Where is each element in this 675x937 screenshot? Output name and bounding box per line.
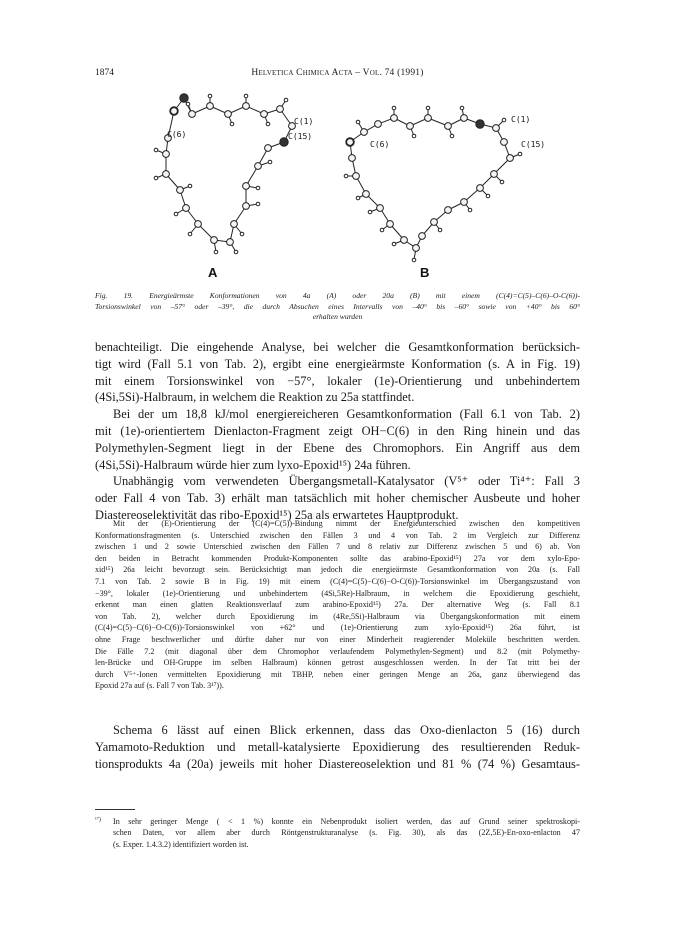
body-text-1 (95, 339, 580, 524)
small-line: Die Fälle 7.2 (mit diagonal über dem Chromophor verlaufendem Polymethylen-Segment) und 8.2 (mit Polymethy- (95, 646, 580, 656)
structure-b-hydrogen-atom (356, 196, 360, 200)
structure-b (344, 106, 522, 262)
label-b-c1: C(1) (511, 115, 531, 124)
label-a-c6: C(6) (167, 130, 187, 139)
structure-b-hydrogen-atom (502, 118, 506, 122)
caption-line-2: Torsionswinkel von –57° oder –39°, die durch Absuchen eines Intervalls von –40° bis –60° sowie von +40° bis 60° (95, 301, 580, 311)
small-line: −39°, lokaler (1e)-Orientierung und unbehindertem (4Si,5Re)-Halbraum, in welchem die Epoxidierung geschieht, (95, 588, 580, 598)
molecular-structures-drawing (118, 84, 588, 284)
small-line: Epoxid 27a auf (s. Fall 7 von Tab. 3¹⁷)). (95, 681, 224, 691)
body-line: (4Si,5Si)-Halbraum würde hier zum lyxo-Epoxid¹⁵) 24a führen. (95, 457, 411, 472)
structure-b-carbon-atom (491, 171, 498, 178)
structure-a-hydrogen-atom (268, 160, 272, 164)
structure-b-hydrogen-atom (392, 106, 396, 110)
structure-b-carbon-atom (461, 199, 468, 206)
structure-b-carbon-atom (391, 115, 398, 122)
structure-a-hydrogen-atom (188, 184, 192, 188)
structure-a-carbon-atom (177, 187, 184, 194)
body-line: mit einem Torsionswinkel von −57°, lokaler (1e)-Orientierung und unbehindertem (95, 373, 580, 388)
structure-b-hydrogen-atom (380, 228, 384, 232)
label-a-c15: C(15) (288, 132, 313, 141)
small-line: zwischen 1 und 2 sowie Unterschied zwischen den Fällen 7 und 8 relativ zur Differenz zwischen 5 und 6) ab. Von (95, 542, 580, 552)
structure-a-hydrogen-atom (188, 232, 192, 236)
body-line: Diastereoselektivität das ribo-Epoxid¹⁵) 25a als erwartetes Hauptprodukt. (95, 507, 459, 522)
small-line: durch V⁵⁺-Ionen vermittelten Epoxidierung mit TBHP, neben einer geringen Menge an 26a, ganz überwiegend das (95, 669, 580, 679)
footnote-mark: ¹⁷) (95, 817, 101, 823)
structure-b-hydrogen-atom (344, 174, 348, 178)
structure-a-hydrogen-atom (266, 122, 270, 126)
structure-b-carbon-atom (445, 123, 452, 130)
body-line: mit (1e)-orientiertem Dienlacton-Fragment zeigt OH−C(6) in den Ring hinein und das (95, 423, 580, 438)
structure-a-hydrogen-atom (186, 102, 190, 106)
structure-b-hydrogen-atom (486, 194, 490, 198)
structure-b-hydrogen-atom (500, 180, 504, 184)
structure-b-hydrogen-atom (450, 134, 454, 138)
structure-a-carbon-atom (243, 103, 250, 110)
structure-a-oxygen-atom (280, 138, 288, 146)
footnote-rule (95, 809, 135, 810)
structure-b-carbon-atom (431, 219, 438, 226)
structure-b-carbon-atom (347, 139, 354, 146)
body-line: benachteiligt. Die eingehende Analyse, bei welcher die Gesamtkonformation berücksich- (95, 340, 580, 354)
structure-b-hydrogen-atom (412, 258, 416, 262)
structure-a-hydrogen-atom (154, 176, 158, 180)
structure-a-oxygen-atom (180, 94, 188, 102)
page-number: 1874 (95, 68, 114, 78)
structure-b-hydrogen-atom (468, 208, 472, 212)
structure-b-carbon-atom (413, 245, 420, 252)
structure-b-carbon-atom (477, 185, 484, 192)
structure-a-carbon-atom (189, 111, 196, 118)
structure-a (154, 94, 295, 254)
body-line: Schema 6 lässt auf einen Blick erkennen, dass das Oxo-dienlacton 5 (16) durch (113, 723, 580, 737)
structure-b-carbon-atom (493, 125, 500, 132)
structure-b-oxygen-atom (476, 120, 484, 128)
structure-a-carbon-atom (231, 221, 238, 228)
structure-b-carbon-atom (387, 221, 394, 228)
label-b-c15: C(15) (521, 140, 546, 149)
body-line: tigt wird (Fall 5.1 von Tab. 2), ergibt eine energieärmste Konformation (s. A in Fig. 19) (95, 356, 580, 371)
small-line: Konformationsfragmenten (s. Unterschied zwischen den Fällen 3 und 4 von Tab. 2 im Vergleich zur Differenz (95, 530, 580, 540)
caption-line-1: Fig. 19. Energieärmste Konformationen von 4a (A) oder 20a (B) mit einem (C(4)=C(5)–C(6)–O-C(6))- (95, 291, 580, 300)
running-head (95, 68, 580, 82)
small-line: ohne Frage beschwerlicher und dürfte daher nur von einer Minderheit reagierender Moleküle beschritten werden. (95, 634, 580, 644)
body-line: Polymethylen-Segment liegt in der Ebene des Chromophors. Ein Angriff aus dem (95, 440, 580, 455)
structure-b-carbon-atom (419, 233, 426, 240)
body-line: Bei der um 18,8 kJ/mol energiereicheren Gesamtkonformation (Fall 6.1 von Tab. 2) (113, 407, 580, 422)
body-line: Yamamoto-Reduktion und metall-katalysierte Epoxidierung des resultierenden Reduk- (95, 739, 580, 754)
footnote-17 (95, 815, 580, 850)
body-line: oder Fall 4 von Tab. 3) erhält man tatsächlich mit hoher chemischer Ausbeute und hoher (95, 491, 580, 506)
structure-a-hydrogen-atom (234, 250, 238, 254)
structure-a-hydrogen-atom (240, 232, 244, 236)
structure-b-hydrogen-atom (412, 134, 416, 138)
structure-b-hydrogen-atom (368, 210, 372, 214)
journal-title: Helvetica Chimica Acta – Vol. 74 (1991) (251, 68, 424, 78)
structure-b-hydrogen-atom (460, 106, 464, 110)
structure-a-carbon-atom (265, 145, 272, 152)
figure-19 (118, 84, 588, 284)
panel-label-a: A (208, 265, 218, 280)
structure-a-hydrogen-atom (256, 186, 260, 190)
small-print-paragraph (95, 518, 580, 692)
structure-b-carbon-atom (361, 129, 368, 136)
structure-b-carbon-atom (425, 115, 432, 122)
label-a-c1: C(1) (294, 117, 314, 126)
panel-label-b: B (420, 265, 430, 280)
structure-b-carbon-atom (377, 205, 384, 212)
structure-a-carbon-atom (227, 239, 234, 246)
caption-line-3: erhalten wurden (312, 312, 363, 321)
small-line: erkennt man einen glatten Reaktionsverlauf zum arabino-Epoxid¹⁵) 27a. Der alternative Weg (s. Fall 8.1 (95, 600, 580, 610)
structure-b-carbon-atom (407, 123, 414, 130)
structure-b-carbon-atom (507, 155, 514, 162)
structure-a-carbon-atom (277, 106, 284, 113)
structure-a-carbon-atom (211, 237, 218, 244)
structure-b-carbon-atom (363, 191, 370, 198)
structure-a-carbon-atom (255, 163, 262, 170)
structure-a-hydrogen-atom (256, 202, 260, 206)
structure-a-hydrogen-atom (230, 122, 234, 126)
structure-a-hydrogen-atom (174, 212, 178, 216)
structure-a-carbon-atom (163, 171, 170, 178)
structure-b-hydrogen-atom (438, 228, 442, 232)
structure-b-carbon-atom (501, 139, 508, 146)
small-line: (C(4)=C(5)−C(6)−O-C(6))-Torsionswinkel von +62° und (1e)-Orientierung zum xylo-Epoxid¹⁵) 26a führt, ist (95, 623, 580, 633)
structure-a-carbon-atom (225, 111, 232, 118)
small-line: 7.1 von Tab. 2 sowie B in Fig. 19) mit einem (C(4)=C(5)−C(6)−O-C(6))-Torsionswinkel im Übergangszustand von (95, 576, 580, 586)
structure-b-carbon-atom (401, 237, 408, 244)
structure-b-carbon-atom (349, 155, 356, 162)
structure-b-carbon-atom (353, 173, 360, 180)
structure-a-carbon-atom (163, 151, 170, 158)
structure-a-hydrogen-atom (214, 250, 218, 254)
structure-b-hydrogen-atom (518, 152, 522, 156)
structure-a-hydrogen-atom (154, 148, 158, 152)
small-line: xid¹⁵) 26a leicht bevorzugt sein. Berücksichtigt man jedoch die energieärmste Gesamtkonformation von 20a (s. Fall (95, 565, 580, 575)
structure-a-carbon-atom (243, 203, 250, 210)
structure-a-carbon-atom (207, 103, 214, 110)
small-line: den beiden in Betracht kommenden Produkt-Komponenten sollte das arabino-Epoxid¹⁵) 27a vor dem xylo-Epo- (95, 553, 580, 563)
small-line: Mit der (E)-Orientierung der (C(4)=C(5))-Bindung nimmt der Energieunterschied zwischen den kompetitiven (113, 519, 580, 528)
structure-a-carbon-atom (183, 205, 190, 212)
structure-a-hydrogen-atom (208, 94, 212, 98)
footnote-line-1 (95, 815, 580, 827)
label-b-c6: C(6) (370, 140, 390, 149)
footnote-line-3: (s. Exper. 1.4.3.2) identifiziert worden ist. (113, 839, 249, 849)
structure-b-hydrogen-atom (426, 106, 430, 110)
body-line: (4Si,5Si)-Halbraum, in welchem die Reaktion zu 25a stattfindet. (95, 390, 415, 405)
body-text-2 (95, 722, 580, 772)
structure-b-carbon-atom (461, 115, 468, 122)
footnote-text: In sehr geringer Menge ( < 1 %) konnte ein Nebenprodukt isoliert werden, das auf Grund seiner spektroskopi- (113, 817, 580, 826)
footnote-line-2: schen Daten, vor allem aber durch Röntgenstrukturanalyse (s. Fig. 30), als das (2Z,5E)-En-oxo-enlacton 47 (113, 828, 580, 838)
small-line: von Tab. 2), welcher durch Epoxidierung im (4Re,5Si)-Halbraum via Übergangskonformation mit einem (95, 611, 580, 621)
structure-a-hydrogen-atom (284, 98, 288, 102)
structure-a-carbon-atom (243, 183, 250, 190)
structure-b-hydrogen-atom (356, 120, 360, 124)
structure-b-carbon-atom (375, 121, 382, 128)
structure-b-carbon-atom (445, 207, 452, 214)
structure-a-carbon-atom (261, 111, 268, 118)
body-line: tionsprodukts 4a (20a) jeweils mit hoher Diastereoselektion und 81 % (74 %) Gesamtaus- (95, 756, 580, 771)
small-line: len-Brücke und OH-Gruppe im selben Halbraum) können getrost ausgeschlossen werden. In der Tat tritt bei der (95, 658, 580, 668)
structure-a-carbon-atom (195, 221, 202, 228)
structure-b-hydrogen-atom (392, 242, 396, 246)
structure-a-carbon-atom (171, 108, 178, 115)
body-line: Unabhängig vom verwendeten Übergangsmetall-Katalysator (V⁵⁺ oder Ti⁴⁺: Fall 3 (113, 474, 580, 489)
figure-caption (95, 291, 580, 323)
structure-a-hydrogen-atom (244, 94, 248, 98)
